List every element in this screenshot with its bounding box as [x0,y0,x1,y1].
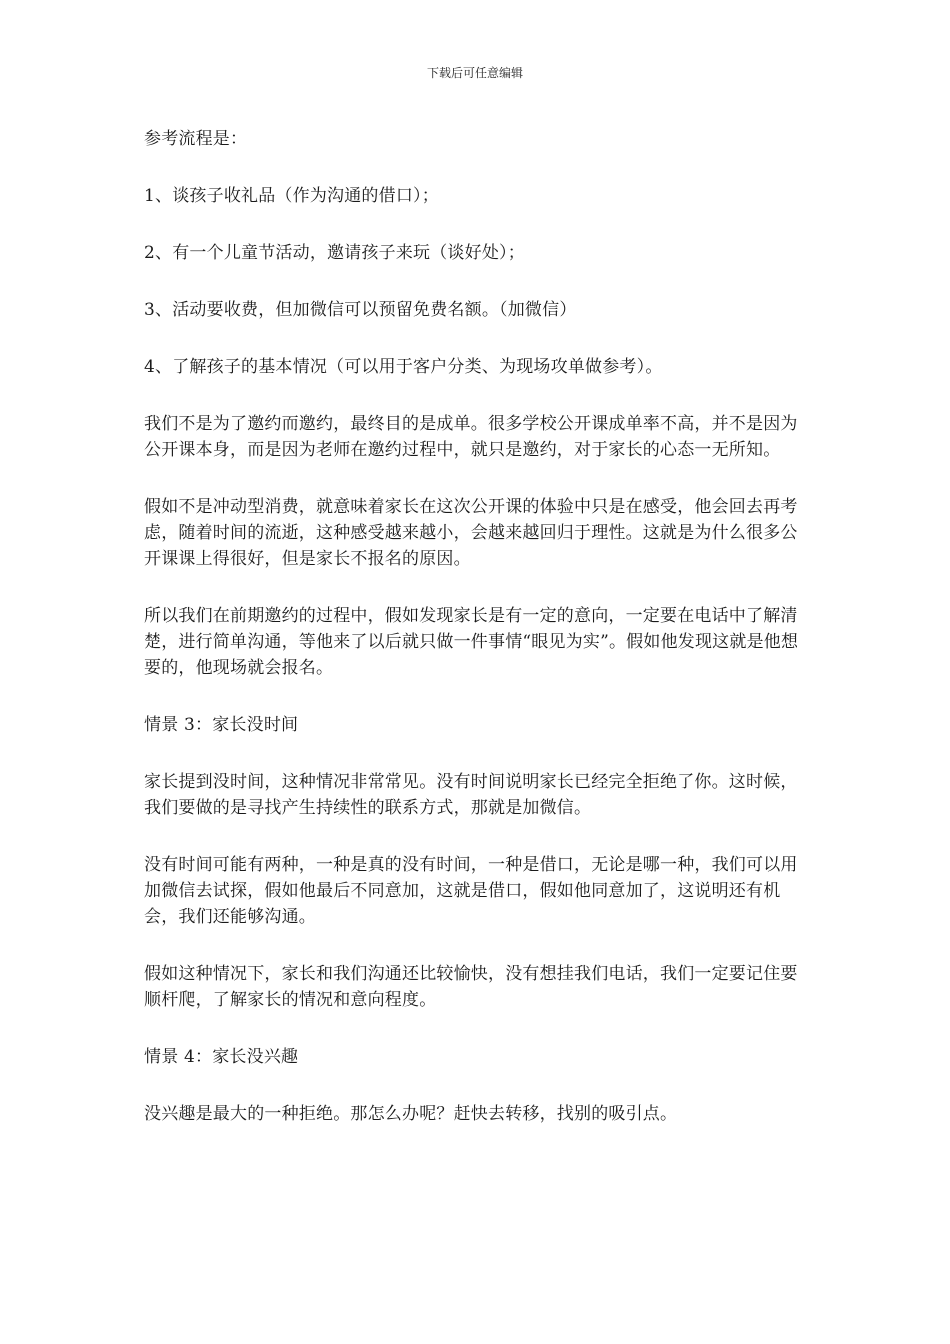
section-heading-scenario-3: 情景 3：家长没时间 [144,715,299,735]
paragraph: 所以我们在前期邀约的过程中，假如发现家长是有一定的意向，一定要在电话中了解清楚，进行简单沟通，等他来了以后就只做一件事情“眼见为实”。假如他发现这就是他想要的，他现场就会报名。 [144,606,799,678]
paragraph: 家长提到没时间，这种情况非常常见。没有时间说明家长已经完全拒绝了你。这时候，我们要做的是寻找产生持续性的联系方式，那就是加微信。 [144,772,798,818]
paragraph: 假如不是冲动型消费，就意味着家长在这次公开课的体验中只是在感受，他会回去再考虑，随着时间的流逝，这种感受越来越小，会越来越回归于理性。这就是为什么很多公开课课上得很好，但是家长不报名的原因。 [144,497,798,569]
list-item-2: 2、有一个儿童节活动，邀请孩子来玩（谈好处）； [144,243,525,263]
list-item-3: 3、活动要收费，但加微信可以预留免费名额。（加微信） [144,300,577,320]
list-item-4: 4、了解孩子的基本情况（可以用于客户分类、为现场攻单做参考）。 [144,357,663,377]
section-heading-scenario-4: 情景 4：家长没兴趣 [144,1047,299,1067]
paragraph-intro: 参考流程是： [144,129,248,149]
list-item-1: 1、谈孩子收礼品（作为沟通的借口）； [144,186,439,206]
paragraph: 假如这种情况下，家长和我们沟通还比较愉快，没有想挂我们电话，我们一定要记住要顺杆爬，了解家长的情况和意向程度。 [144,964,798,1010]
paragraph: 我们不是为了邀约而邀约，最终目的是成单。很多学校公开课成单率不高，并不是因为公开课本身，而是因为老师在邀约过程中，就只是邀约，对于家长的心态一无所知。 [144,414,798,460]
document-body [144,126,814,1158]
paragraph: 没兴趣是最大的一种拒绝。那怎么办呢？赶快去转移，找别的吸引点。 [144,1104,678,1124]
paragraph: 没有时间可能有两种，一种是真的没有时间，一种是借口，无论是哪一种，我们可以用加微信去试探，假如他最后不同意加，这就是借口，假如他同意加了，这说明还有机会，我们还能够沟通。 [144,855,798,927]
page-header: 下载后可任意编辑 [426,66,523,80]
